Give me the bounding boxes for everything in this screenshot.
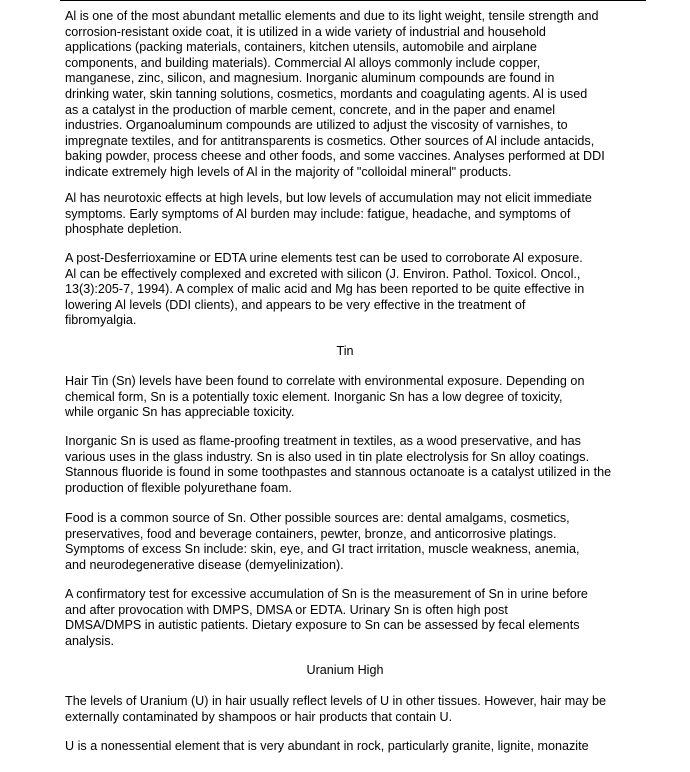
text-line: U is a nonessential element that is very abundant in rock, particularly granite, lignite, monazite — [65, 739, 589, 753]
text-line: symptoms. Early symptoms of Al burden may include: fatigue, headache, and symptoms of — [65, 206, 571, 221]
text-line: Stannous fluoride is found in some toothpastes and stannous octanoate is a catalyst utilized in the — [65, 465, 612, 480]
text-line: industries. Organoaluminum compounds are utilized to adjust the viscosity of varnishes, to — [65, 118, 568, 133]
text-line: lowering Al levels (DDI clients), and appears to be very effective in the treatment of — [65, 297, 526, 312]
text-line: applications (packing materials, containers, kitchen utensils, automobile and airplane — [65, 40, 537, 55]
text-line: fibromyalgia. — [65, 313, 137, 328]
text-line: various uses in the glass industry. Sn is also used in tin plate electrolysis for Sn alloy coatings. — [65, 449, 590, 464]
text-line: Al can be effectively complexed and excreted with silicon (J. Environ. Pathol. Toxicol. Oncol., — [65, 266, 581, 281]
paragraph-uranium-sources — [65, 739, 655, 755]
text-line: baking powder, process cheese and other foods, and some vaccines. Analyses performed at DDI — [65, 149, 605, 164]
paragraph-aluminum-testing — [65, 251, 655, 329]
text-line: indicate extremely high levels of Al in the majority of "colloidal mineral" products. — [65, 164, 512, 179]
text-line: 13(3):205-7, 1994). A complex of malic acid and Mg has been reported to be quite effective in — [65, 282, 585, 297]
text-line: production of flexible polyurethane foam. — [65, 480, 292, 495]
text-line: A post-Desferrioxamine or EDTA urine elements test can be used to corroborate Al exposure. — [65, 251, 583, 265]
paragraph-tin-testing — [65, 587, 655, 649]
section-heading-uranium: Uranium High — [306, 663, 384, 677]
text-line: manganese, zinc, silicon, and magnesium. Inorganic aluminum compounds are found in — [65, 71, 555, 86]
text-line: A confirmatory test for excessive accumulation of Sn is the measurement of Sn in urine before — [65, 587, 588, 601]
text-line: as a catalyst in the production of marble cement, concrete, and in the paper and enamel — [65, 102, 556, 117]
paragraph-aluminum-toxicity — [65, 191, 655, 238]
text-line: analysis. — [65, 633, 114, 648]
paragraph-tin-sources — [65, 511, 655, 573]
text-line: impregnate textiles, and for antitransparents is cosmetics. Other sources of Al include antacids, — [65, 133, 595, 148]
paragraph-aluminum-sources — [65, 9, 655, 181]
text-line: components, and building materials). Commercial Al alloys commonly include copper, — [65, 55, 541, 70]
section-heading-tin: Tin — [336, 344, 354, 358]
text-line: while organic Sn has appreciable toxicity. — [65, 405, 295, 420]
text-line: DMSA/DMPS in autistic patients. Dietary exposure to Sn can be assessed by fecal elements — [65, 618, 580, 633]
text-line: Al has neurotoxic effects at high levels, but low levels of accumulation may not elicit immediate — [65, 191, 592, 205]
text-line: Hair Tin (Sn) levels have been found to correlate with environmental exposure. Depending on — [65, 374, 585, 388]
text-line: Al is one of the most abundant metallic elements and due to its light weight, tensile strength and — [65, 9, 599, 23]
text-line: phosphate depletion. — [65, 222, 182, 237]
text-line: The levels of Uranium (U) in hair usually reflect levels of U in other tissues. However, hair may be — [65, 694, 607, 708]
text-line: drinking water, skin tanning solutions, cosmetics, mordants and coagulating agents. Al is used — [65, 86, 588, 101]
text-line: and neurodegenerative disease (demyelinization). — [65, 557, 344, 572]
text-line: Symptoms of excess Sn include: skin, eye, and GI tract irritation, muscle weakness, anemia, — [65, 542, 580, 557]
text-line: Food is a common source of Sn. Other possible sources are: dental amalgams, cosmetics, — [65, 511, 570, 525]
text-line: preservatives, food and beverage containers, pewter, bronze, and anticorrosive platings. — [65, 526, 557, 541]
paragraph-uranium-hair — [65, 694, 655, 725]
text-line: chemical form, Sn is a potentially toxic element. Inorganic Sn has a low degree of toxicity, — [65, 389, 563, 404]
text-line: externally contaminated by shampoos or hair products that contain U. — [65, 709, 453, 724]
paragraph-tin-uses — [65, 434, 655, 496]
text-line: Inorganic Sn is used as flame-proofing treatment in textiles, as a wood preservative, and has — [65, 434, 581, 448]
text-line: and after provocation with DMPS, DMSA or EDTA. Urinary Sn is often high post — [65, 602, 508, 617]
top-rule — [60, 0, 646, 1]
paragraph-tin-exposure — [65, 374, 655, 421]
text-line: corrosion-resistant oxide coat, it is utilized in a wide variety of industrial and household — [65, 24, 546, 39]
